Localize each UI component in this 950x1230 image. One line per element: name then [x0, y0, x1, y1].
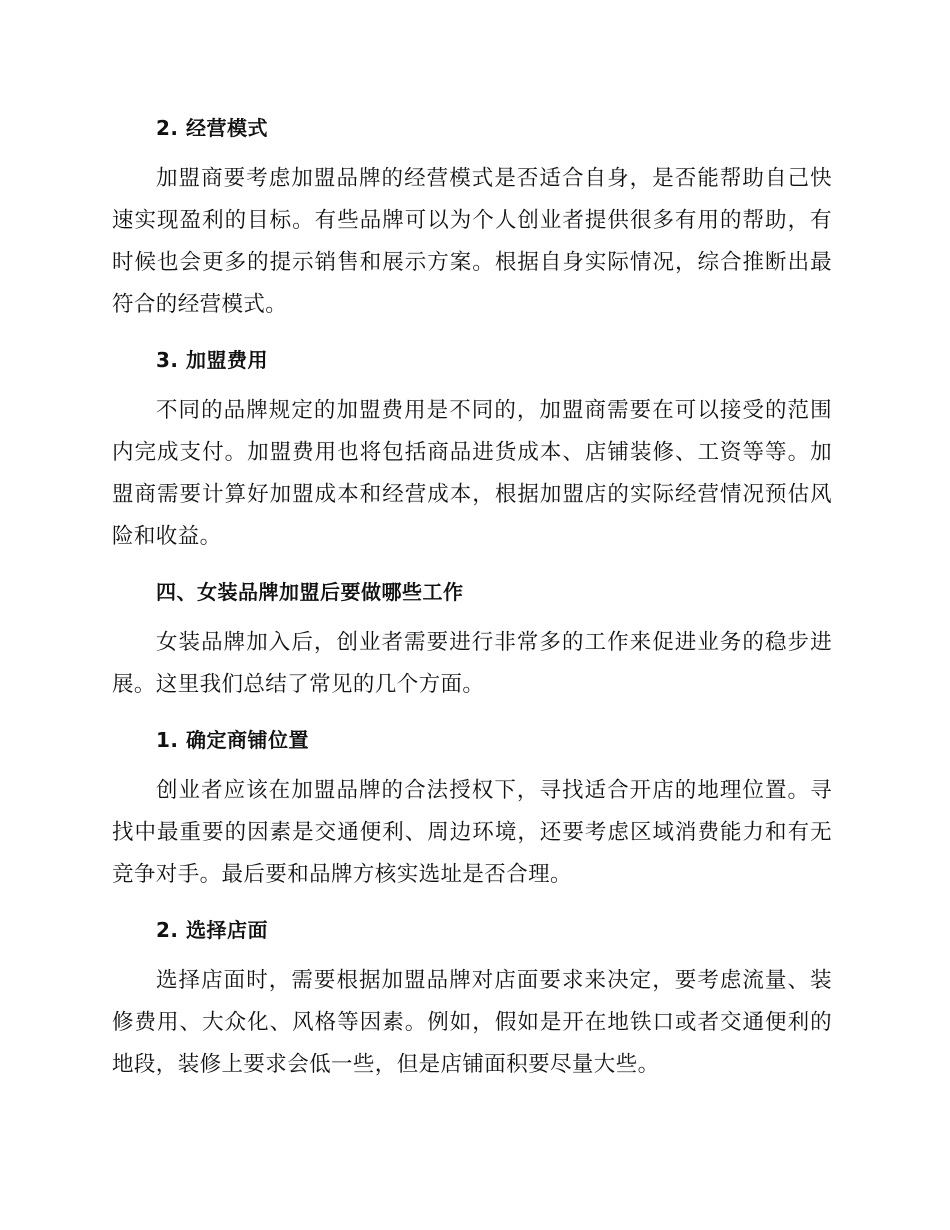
paragraph-choose-storefront: 选择店面时，需要根据加盟品牌对店面要求来决定，要考虑流量、装修费用、大众化、风格等因素。例如，假如是开在地铁口或者交通便利的地段，装修上要求会低一些，但是店铺面积要尽量大些。 [112, 968, 832, 1077]
section-heading-post-franchise-work: 四、女装品牌加盟后要做哪些工作 [156, 580, 464, 604]
paragraph-post-franchise-work: 女装品牌加入后，创业者需要进行非常多的工作来促进业务的稳步进展。这里我们总结了常见的几个方面。 [112, 630, 832, 697]
section-heading-store-location: 1. 确定商铺位置 [156, 728, 309, 752]
document-body [112, 108, 832, 1100]
paragraph-store-location: 创业者应该在加盟品牌的合法授权下，寻找适合开店的地理位置。寻找中最重要的因素是交通便利、周边环境，还要考虑区域消费能力和有无竞争对手。最后要和品牌方核实选址是否合理。 [112, 778, 832, 887]
section-heading-franchise-fee: 3. 加盟费用 [156, 348, 268, 372]
paragraph-business-model: 加盟商要考虑加盟品牌的经营模式是否适合自身，是否能帮助自己快速实现盈利的目标。有些品牌可以为个人创业者提供很多有用的帮助，有时候也会更多的提示销售和展示方案。根据自身实际情况，综合推断出最符合的经营模式。 [112, 166, 832, 317]
section-heading-choose-storefront: 2. 选择店面 [156, 918, 268, 942]
paragraph-franchise-fee: 不同的品牌规定的加盟费用是不同的，加盟商需要在可以接受的范围内完成支付。加盟费用也将包括商品进货成本、店铺装修、工资等等。加盟商需要计算好加盟成本和经营成本，根据加盟店的实际经营情况预估风险和收益。 [112, 398, 832, 549]
section-heading-business-model: 2. 经营模式 [156, 116, 268, 140]
